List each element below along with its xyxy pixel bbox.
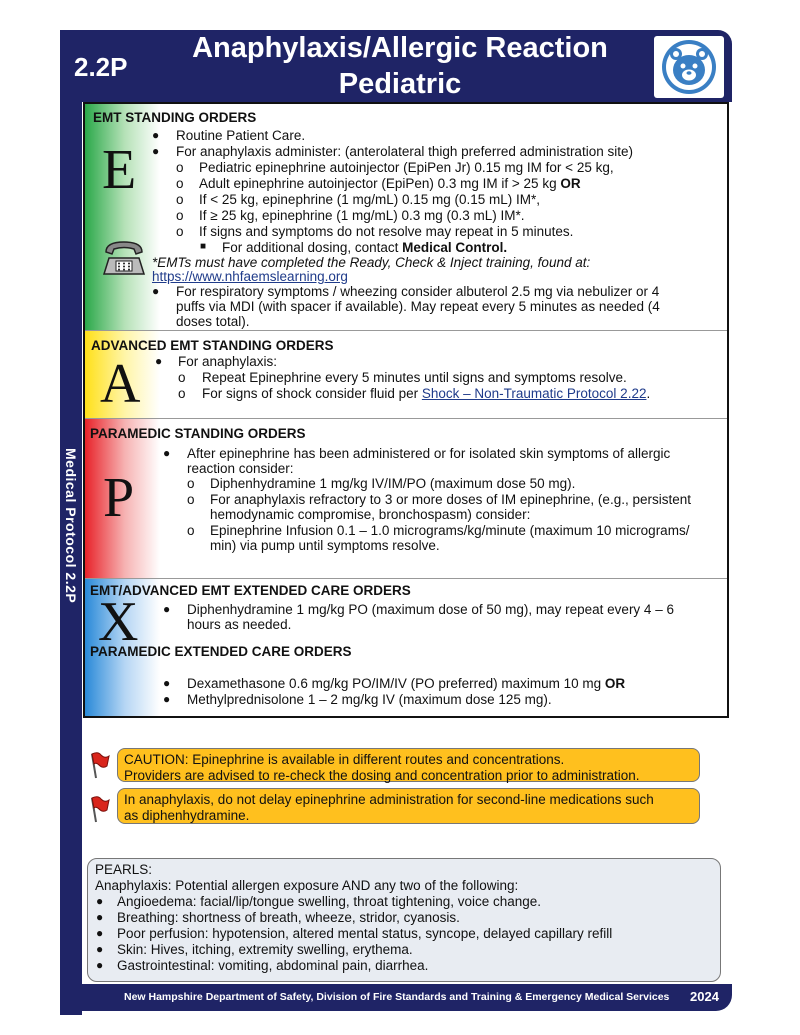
extended-letter: X	[98, 591, 139, 653]
title-line-2: Pediatric	[338, 68, 462, 100]
extended-bullet-1-line-2: hours as needed.	[187, 617, 292, 632]
emt-bullet-3-line-2: puffs via MDI (with spacer if available). May repeat every 5 minutes as needed (4	[176, 299, 660, 314]
footer-year: 2024	[690, 989, 719, 1004]
footer-text: New Hampshire Department of Safety, Division of Fire Standards and Training & Emergency Medical Services	[124, 991, 670, 1003]
paramedic-bullet-1-line-1: After epinephrine has been administered or for isolated skin symptoms of allergic	[187, 446, 671, 461]
emt-sub-4: If ≥ 25 kg, epinephrine (1 mg/mL) 0.3 mg (0.3 mL) IM*.	[199, 208, 525, 223]
bullet: ●	[152, 284, 160, 298]
title-line-1: Anaphylaxis/Allergic Reaction	[192, 32, 608, 64]
aemt-letter: A	[100, 353, 141, 415]
page-title	[160, 30, 640, 102]
bullet: ●	[163, 676, 171, 690]
sub-bullet: o	[176, 160, 184, 175]
emt-bullet-1: Routine Patient Care.	[176, 128, 306, 143]
emt-training-note: *EMTs must have completed the Ready, Check & Inject training, found at:	[152, 255, 591, 270]
aemt-sub-1: Repeat Epinephrine every 5 minutes until signs and symptoms resolve.	[202, 370, 627, 385]
emt-letter: E	[102, 139, 137, 201]
paramedic-letter: P	[103, 467, 135, 529]
sub-bullet: o	[187, 523, 195, 538]
bullet: ●	[96, 942, 104, 956]
paramedic-sub-2-line-2: hemodynamic compromise, bronchospasm) consider:	[210, 507, 531, 522]
paramedic-extended-heading: PARAMEDIC EXTENDED CARE ORDERS	[90, 644, 352, 659]
sub-bullet: o	[187, 476, 195, 491]
teddy-bear-icon	[659, 37, 719, 97]
bullet: ●	[96, 958, 104, 972]
sub-bullet: o	[176, 192, 184, 207]
caution-2-line-2: as diphenhydramine.	[124, 808, 250, 823]
shock-protocol-link[interactable]: Shock – Non-Traumatic Protocol 2.22	[421, 386, 647, 401]
paramedic-sub-3-line-1: Epinephrine Infusion 0.1 – 1.0 micrograms/kg/minute (maximum 10 micrograms/	[210, 523, 690, 538]
extended-heading: EMT/ADVANCED EMT EXTENDED CARE ORDERS	[90, 583, 411, 598]
emt-sub-1: Pediatric epinephrine autoinjector (EpiPen Jr) 0.15 mg IM for < 25 kg,	[199, 160, 614, 175]
red-flag-icon	[88, 750, 110, 780]
side-protocol-label: Medical Protocol 2.2P	[63, 448, 79, 604]
emt-sub-5: If signs and symptoms do not resolve may repeat in 5 minutes.	[199, 224, 574, 239]
bullet: ●	[163, 602, 171, 616]
aemt-sub-2: For signs of shock consider fluid per Shock – Non-Traumatic Protocol 2.22.	[202, 386, 651, 401]
paramedic-bullet-1-line-2: reaction consider:	[187, 461, 294, 476]
emt-bullet-3-line-3: doses total).	[176, 314, 250, 329]
bullet: ●	[96, 894, 104, 908]
emt-sub-3: If < 25 kg, epinephrine (1 mg/mL) 0.15 mg (0.15 mL) IM*,	[199, 192, 541, 207]
telephone-icon	[100, 236, 148, 285]
emt-sub-2: Adult epinephrine autoinjector (EpiPen) 0.3 mg IM if > 25 kg OR	[199, 176, 581, 191]
paramedic-sub-3-line-2: min) via pump until symptoms resolve.	[210, 538, 440, 553]
pearl-item: Gastrointestinal: vomiting, abdominal pain, diarrhea.	[117, 958, 429, 973]
pearls-intro: Anaphylaxis: Potential allergen exposure AND any two of the following:	[95, 878, 519, 893]
pearl-item: Angioedema: facial/lip/tongue swelling, throat tightening, voice change.	[117, 894, 542, 909]
protocol-number: 2.2P	[74, 52, 128, 82]
pearl-item: Breathing: shortness of breath, wheeze, stridor, cyanosis.	[117, 910, 460, 925]
extended-bullet-3: Methylprednisolone 1 – 2 mg/kg IV (maximum dose 125 mg).	[187, 692, 552, 707]
sub-bullet: o	[176, 208, 184, 223]
caution-box-2	[117, 788, 700, 824]
sub-bullet: o	[178, 370, 186, 385]
bullet: ●	[163, 692, 171, 706]
caution-box-1	[117, 748, 700, 782]
sub-bullet: o	[187, 492, 195, 507]
paramedic-sub-2-line-1: For anaphylaxis refractory to 3 or more doses of IM epinephrine, (e.g., persistent	[210, 492, 691, 507]
caution-1-line-2: Providers are advised to re-check the dosing and concentration prior to administration.	[124, 768, 640, 783]
pearl-item: Poor perfusion: hypotension, altered mental status, syncope, delayed capillary refill	[117, 926, 613, 941]
pearls-title: PEARLS:	[95, 862, 153, 877]
training-link[interactable]: https://www.nhfaemslearning.org	[152, 269, 348, 284]
extended-bullet-1-line-1: Diphenhydramine 1 mg/kg PO (maximum dose of 50 mg), may repeat every 4 – 6	[187, 602, 674, 617]
bullet: ●	[96, 926, 104, 940]
emt-bullet-2: For anaphylaxis administer: (anterolateral thigh preferred administration site)	[176, 144, 633, 159]
bullet: ●	[152, 144, 160, 158]
logo	[654, 36, 724, 98]
emt-heading: EMT STANDING ORDERS	[93, 110, 257, 125]
bullet: ●	[155, 354, 163, 368]
sub-bullet: o	[178, 386, 186, 401]
paramedic-sub-1: Diphenhydramine 1 mg/kg IV/IM/PO (maximum dose 50 mg).	[210, 476, 576, 491]
aemt-heading: ADVANCED EMT STANDING ORDERS	[91, 338, 334, 353]
sub-bullet: o	[176, 224, 184, 239]
emt-subsub-1: For additional dosing, contact Medical Control.	[222, 240, 508, 255]
bullet: ●	[152, 128, 160, 142]
caution-1-line-1: CAUTION: Epinephrine is available in different routes and concentrations.	[124, 752, 565, 767]
pearl-item: Skin: Hives, itching, extremity swelling, erythema.	[117, 942, 413, 957]
caution-2-line-1: In anaphylaxis, do not delay epinephrine administration for second-line medications such	[124, 792, 654, 807]
paramedic-heading: PARAMEDIC STANDING ORDERS	[90, 426, 306, 441]
extended-bullet-2: Dexamethasone 0.6 mg/kg PO/IM/IV (PO preferred) maximum 10 mg OR	[187, 676, 626, 691]
square-bullet: ■	[200, 241, 207, 252]
aemt-bullet-1: For anaphylaxis:	[178, 354, 278, 369]
emt-bullet-3-line-1: For respiratory symptoms / wheezing consider albuterol 2.5 mg via nebulizer or 4	[176, 284, 660, 299]
red-flag-icon	[88, 794, 110, 824]
bullet: ●	[96, 910, 104, 924]
sub-bullet: o	[176, 176, 184, 191]
bullet: ●	[163, 446, 171, 460]
